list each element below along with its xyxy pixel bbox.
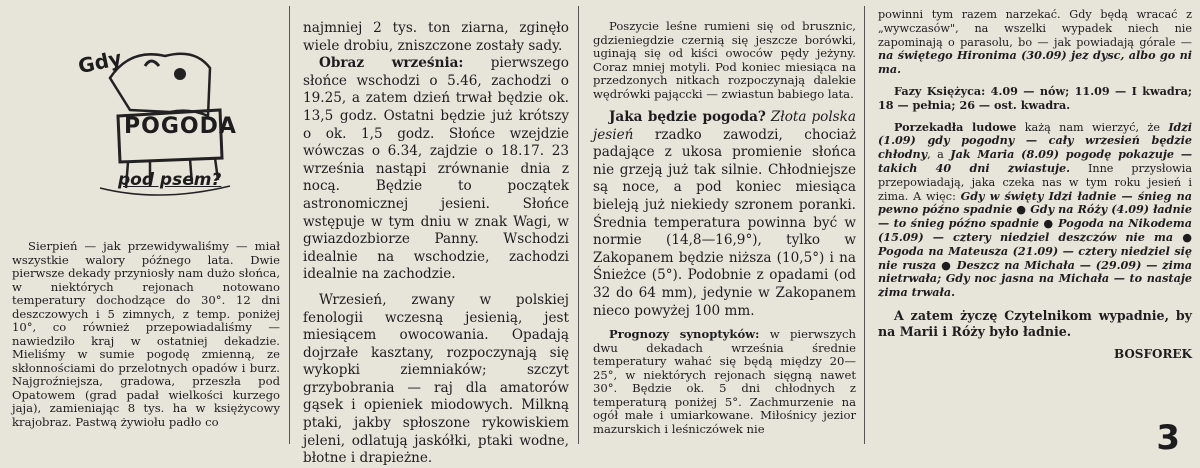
paragraph [878, 85, 1192, 113]
italic-phrase: na świętego Hironima (30.09) jez dysc, albo go ni ma. [878, 48, 1192, 77]
paragraph [593, 109, 856, 320]
page-number: 3 [1156, 418, 1180, 458]
section-heading: Obraz września: [319, 55, 464, 72]
section-heading: Jaka będzie pogoda? [609, 109, 766, 125]
section-heading: Fazy Księżyca: [894, 83, 986, 98]
italic-phrase: Jak Maria (8.09) pogodę pokazuje — takich 40 dni zwiastuje. [878, 147, 1193, 175]
paragraph-text: 4.09 — nów; 11.09 — I kwadra; 18 — pełnia; 26 — ost. kwadra. [878, 83, 1192, 112]
paragraph [593, 328, 856, 436]
column-2 [295, 0, 573, 467]
logo-word-pod-psem: pod psem? [118, 170, 222, 190]
paragraph [878, 121, 1192, 300]
paragraph [303, 55, 569, 284]
logo-word-gdy: Gdy [75, 45, 124, 79]
paragraph-text: każą nam wierzyć, że [1016, 120, 1169, 134]
closing-text: A zatem życzę Czytelnikom wypadnie, by na Marii i Róży było ładnie. [878, 307, 1192, 339]
paragraph-text: w pierwszych dwu dekadach września średnie temperatury wahać się będą między 20—25°, w niektórych rejonach sięgną nawet 30°. Będzie ok. 5 dni chłodnych z temperaturą poniżej 5°. Zachmurzenie na ogół małe i umiarkowane. Miłośnicy jezior mazurskich i leśniczówek nie [593, 327, 856, 436]
column-divider [289, 6, 290, 444]
section-heading: Porzekadła ludowe [894, 119, 1017, 134]
column-3 [585, 0, 860, 450]
weather-logo [70, 38, 270, 208]
paragraph-text: Inne przysłowia przepowiadają, jaka czeka nas w tym roku jesień i zima. A więc: [878, 161, 1193, 203]
paragraph: najmniej 2 tys. ton ziarna, zginęło wiele drobiu, zniszczone zostały sady. [303, 20, 569, 54]
paragraph-text: pierwszego słońce wschodzi o 5.46, zachodzi o 19.25, a zatem dzień trwał będzie ok. 13,5 godz. Ostatni będzie już krótszy o ok. 1,5 godz. Słońce wzejdzie wówczas o 6.34, zajdzie o 18.17. 23 września nastąpi zrównanie dnia z nocą. Będzie to początek astronomicznej jesieni. Słońce wstępuje w tym dniu w znak Wagi, w gwiazdozbiorze Panny. Wschodzi idealnie na wschodzie, zachodzi idealnie na zachodzie. [303, 55, 569, 283]
paragraph-text: rzadko zawodzi, chociaż padające z ukosa promienie słońca nie grzeją już tak silnie. Chłodniejsze są noce, a pod koniec miesiąca bieleją już niekiedy szronem poranki. Średnia temperatura powinna być w normie (14,8—16,9°), tylko w Zakopanem będzie niższa (10,5°) i na Śnieżce (5°). Podobnie z opadami (od 32 do 64 mm), jedynie w Zakopanem nieco powyżej 100 mm. [593, 126, 856, 319]
italic-phrase: Idzi (1.09) gdy pogodny — cały wrzesień będzie chłodny [878, 119, 1192, 162]
paragraph-text: powinni tym razem narzekać. Gdy będą wracać z „wywczasów", na wszelki wypadek niech nie zapominają o parasolu, bo — jak powiadają górale — [878, 8, 1192, 49]
column-divider [578, 6, 579, 444]
paragraph: Sierpień — jak przewidywaliśmy — miał wszystkie walory późnego lata. Dwie pierwsze dekady przyniosły nam dużo słońca, w niektórych rejonach notowano temperatury dochodzące do 30°. 12 dni deszczowych i 5 zimnych, z temp. poniżej 10°, co również przepowiadaliśmy — nawiedziło kraj w ostatniej dekadzie. Mieliśmy w sumie pogodę zmienną, ze skłonnościami do przelotnych opadów i burz. Najgroźniejsza, gradowa, przeszła pod Opatowem (grad padał wielkości kurzego jaja), zamieniając 8 tys. ha w księżycowy krajobraz. Pastwą żywiołu padło co [12, 239, 280, 429]
italic-phrase: Gdy w święty Idzi ładnie — śnieg na pewno późno spadnie ● Gdy na Róży (4.09) ładnie — to śnieg późno spadnie ● Pogoda na Nikodema (15.09) — cztery niedziel deszczów nie ma ● Pogoda na Mateusza (21.09) — cztery niedziel się nie rusza ● Deszcz na Michała — (29.09) — zima nietrwała; Gdy noc jasna na Michała — to nastaje zima trwała. [878, 188, 1192, 300]
italic-phrase: Złota polska jesień [593, 109, 856, 143]
paragraph: Wrzesień, zwany w polskiej fenologii wczesną jesienią, jest miesiącem owocowania. Opadają dojrzałe kasztany, rozpoczynają się wykopki ziemniaków; szczyt grzybobrania — raj dla amatorów gąsek i opieniek miodowych. Milkną ptaki, jakby spłoszone rykowiskiem jeleni, odlatują jaskółki, ptaki wodne, błotne i drapieżne. [303, 291, 569, 467]
paragraph [878, 8, 1192, 77]
logo-word-pogoda: POGODA [124, 114, 237, 139]
section-heading: Prognozy synoptyków: [609, 327, 760, 342]
column-4-text [878, 8, 1192, 362]
column-4 [868, 0, 1196, 458]
column-1-text [12, 240, 280, 429]
column-1 [0, 0, 285, 450]
column-divider [864, 6, 865, 444]
paragraph-text: , a [927, 148, 951, 162]
signature: BOSFOREK [1113, 346, 1192, 361]
column-3-text [593, 20, 856, 436]
paragraph: Poszycie leśne rumieni się od brusznic, gdzieniegdzie czernią się jeszcze borówki, uginają się od kiści owoców pędy jeżyny. Coraz mniej motyli. Pod koniec miesiąca na przedzonych nitkach rozpoczynają dalekie wędrówki pająccki — zwiastun babiego lata. [593, 19, 856, 101]
column-2-text [303, 20, 569, 468]
